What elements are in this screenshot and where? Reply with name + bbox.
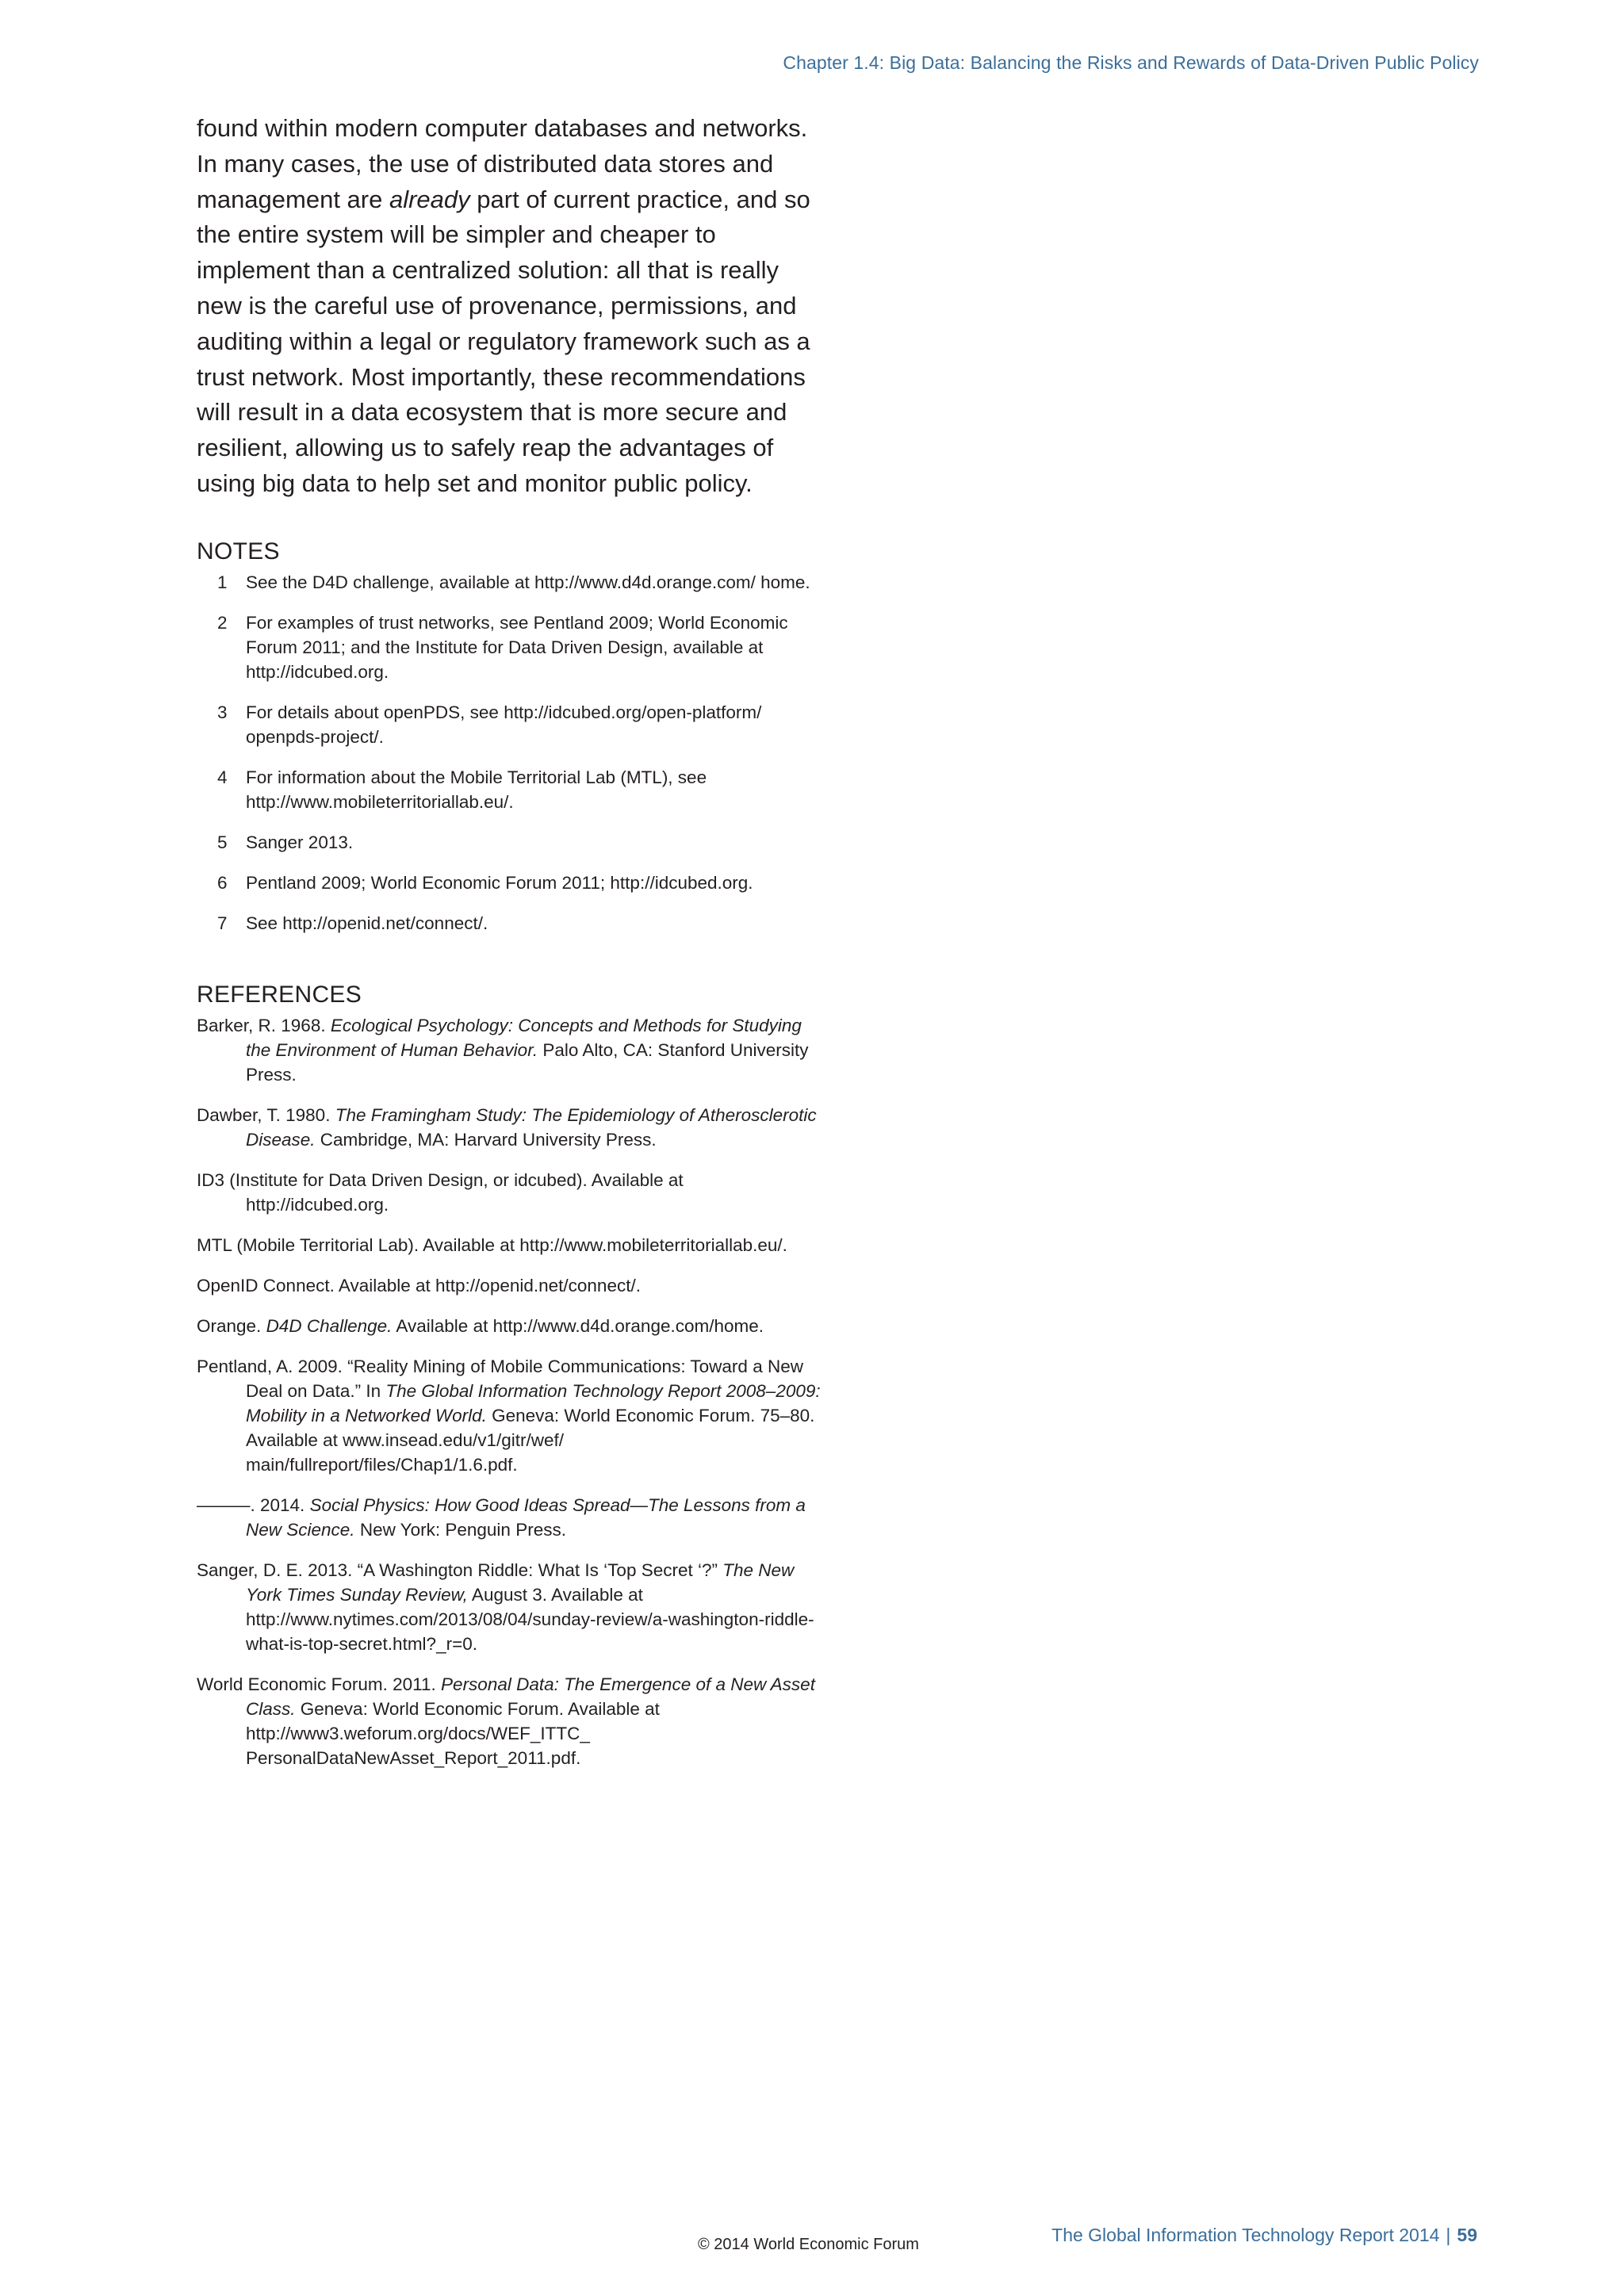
note-number: 7 (217, 913, 228, 933)
reference-item (197, 1273, 823, 1298)
reference-item (197, 1013, 823, 1087)
note-text: For details about openPDS, see http://idcubed.org/open-platform/ openpds-project/. (246, 702, 762, 747)
reference-text: ID3 (Institute for Data Driven Design, or idcubed). Available at http://idcubed.org. (197, 1169, 684, 1215)
reference-text: ———. 2014. (197, 1494, 310, 1515)
reference-item (197, 1493, 823, 1542)
reference-title: Social Physics: How Good Ideas Spread—The Lessons from a New Science. (246, 1494, 806, 1540)
reference-title: The Global Information Technology Report 2008–2009: Mobility in a Networked World. (246, 1380, 821, 1425)
body-paragraph (197, 111, 823, 502)
reference-text: Barker, R. 1968. (197, 1015, 331, 1035)
body-text-start: found within modern computer databases and networks. In many cases, the use of distributed data stores and management are (197, 114, 808, 213)
references-heading: REFERENCES (197, 981, 362, 1008)
reference-text: Dawber, T. 1980. (197, 1104, 335, 1125)
footer-separator: | (1446, 2225, 1451, 2245)
reference-text: New York: Penguin Press. (354, 1519, 566, 1540)
body-text-end: part of current practice, and so the entire system will be simpler and cheaper to implement than a centralized solution: all that is really new is the careful use of provenance, permissions, and auditing within a legal or regulatory framework such as a trust network. Most importantly, these recommendations will result in a data ecosystem that is more secure and resilient, allowing us to safely reap the advantages of using big data to help set and monitor public policy. (197, 185, 810, 497)
note-text: See http://openid.net/connect/. (246, 913, 488, 933)
reference-item (197, 1168, 823, 1217)
note-item (197, 765, 823, 814)
note-text: See the D4D challenge, available at http://www.d4d.orange.com/ home. (246, 572, 810, 592)
note-text: Sanger 2013. (246, 832, 354, 852)
reference-text: August 3. Available at http://www.nytimes.com/2013/08/04/sunday-review/a-washington-riddle-what-is-top-secret.html?_r=0. (246, 1584, 814, 1654)
reference-text: Available at http://www.d4d.orange.com/home. (392, 1315, 764, 1336)
note-text: For information about the Mobile Territorial Lab (MTL), see http://www.mobileterritoriallab.eu/. (246, 767, 707, 812)
reference-text: Pentland, A. 2009. “Reality Mining of Mobile Communications: Toward a New Deal on Data.” In (197, 1356, 803, 1401)
note-number: 6 (217, 872, 228, 893)
note-number: 1 (217, 572, 228, 592)
notes-list (197, 570, 823, 936)
references-list (197, 1013, 823, 1770)
reference-item (197, 1314, 823, 1338)
report-title: The Global Information Technology Report 2014 (1051, 2225, 1440, 2245)
reference-item (197, 1233, 823, 1257)
reference-item (197, 1558, 823, 1656)
copyright-notice: © 2014 World Economic Forum (698, 2236, 919, 2253)
reference-item (197, 1103, 823, 1152)
reference-text: MTL (Mobile Territorial Lab). Available at http://www.mobileterritoriallab.eu/. (197, 1234, 787, 1255)
reference-title: The New York Times Sunday Review, (246, 1559, 795, 1605)
reference-title: Personal Data: The Emergence of a New Asset Class. (246, 1674, 815, 1719)
reference-text: World Economic Forum. 2011. (197, 1674, 442, 1694)
reference-text: Sanger, D. E. 2013. “A Washington Riddle: What Is ‘Top Secret ‘?” (197, 1559, 723, 1580)
reference-item (197, 1354, 823, 1477)
note-number: 5 (217, 832, 228, 852)
body-text-emphasis: already (389, 185, 470, 213)
reference-text: Palo Alto, CA: Stanford University Press. (246, 1039, 809, 1085)
note-item (197, 570, 823, 595)
reference-text: Orange. (197, 1315, 266, 1336)
note-number: 4 (217, 767, 228, 787)
note-text: Pentland 2009; World Economic Forum 2011; http://idcubed.org. (246, 872, 753, 893)
main-content (197, 111, 823, 1786)
reference-title: D4D Challenge. (266, 1315, 393, 1336)
reference-text: Geneva: World Economic Forum. Available at http://www3.weforum.org/docs/WEF_ITTC_ PersonalDataNewAsset_Report_2011.pdf. (246, 1698, 660, 1768)
reference-item (197, 1672, 823, 1770)
note-number: 3 (217, 702, 228, 722)
page-number: 59 (1457, 2225, 1477, 2245)
footer-report (1051, 2225, 1477, 2246)
notes-heading: NOTES (197, 538, 280, 564)
note-item (197, 871, 823, 895)
note-number: 2 (217, 612, 228, 633)
note-item (197, 610, 823, 684)
note-item (197, 700, 823, 749)
reference-title: Ecological Psychology: Concepts and Methods for Studying the Environment of Human Behavior. (246, 1015, 802, 1060)
running-head: Chapter 1.4: Big Data: Balancing the Risks and Rewards of Data-Driven Public Policy (783, 52, 1479, 73)
reference-title: The Framingham Study: The Epidemiology of Atherosclerotic Disease. (246, 1104, 817, 1150)
note-text: For examples of trust networks, see Pentland 2009; World Economic Forum 2011; and the Institute for Data Driven Design, available at http://idcubed.org. (246, 612, 788, 682)
reference-text: OpenID Connect. Available at http://openid.net/connect/. (197, 1275, 641, 1295)
note-item (197, 830, 823, 855)
reference-text: Cambridge, MA: Harvard University Press. (315, 1129, 657, 1150)
reference-text: Geneva: World Economic Forum. 75–80. Available at www.insead.edu/v1/gitr/wef/ main/fullreport/files/Chap1/1.6.pdf. (246, 1405, 815, 1475)
note-item (197, 911, 823, 936)
